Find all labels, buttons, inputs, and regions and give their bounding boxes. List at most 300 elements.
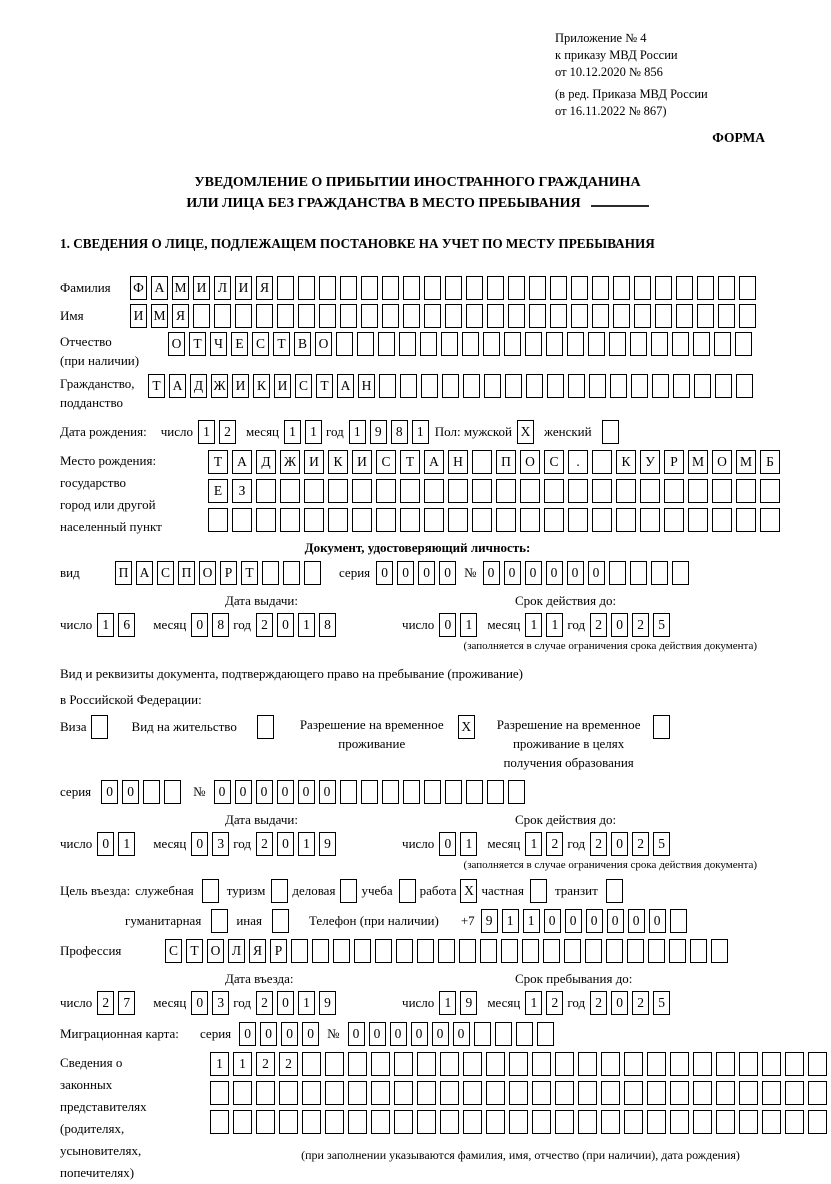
surname-cell[interactable] xyxy=(319,276,336,300)
residence-expiry-month-cell[interactable]: 2 xyxy=(546,832,563,856)
id-issue-year-cell[interactable]: 0 xyxy=(277,613,294,637)
citizenship-cell[interactable] xyxy=(547,374,564,398)
birth-place-cell[interactable] xyxy=(568,479,588,503)
residence-expiry-day-cells[interactable] xyxy=(439,832,481,856)
birth-day-cell[interactable]: 1 xyxy=(198,420,215,444)
profession-cell[interactable] xyxy=(669,939,686,963)
residence-issue-year-cell[interactable]: 1 xyxy=(298,832,315,856)
birth-month-cells[interactable] xyxy=(284,420,326,444)
birth-place-cell[interactable] xyxy=(280,479,300,503)
patronymic-cell[interactable]: В xyxy=(294,332,311,356)
migration-number-cell[interactable]: 0 xyxy=(369,1022,386,1046)
residence-expiry-year-cell[interactable]: 0 xyxy=(611,832,628,856)
patronymic-cell[interactable] xyxy=(651,332,668,356)
residence-expiry-year-cell[interactable]: 2 xyxy=(590,832,607,856)
patronymic-cell[interactable] xyxy=(525,332,542,356)
citizenship-cell[interactable] xyxy=(673,374,690,398)
id-kind-cell[interactable]: П xyxy=(178,561,195,585)
birth-place-cell[interactable] xyxy=(280,508,300,532)
birth-place-cell[interactable]: А xyxy=(424,450,444,474)
patronymic-cell[interactable]: Ч xyxy=(210,332,227,356)
legal-reps-cell[interactable] xyxy=(739,1081,758,1105)
legal-reps-cell[interactable] xyxy=(417,1052,436,1076)
patronymic-cells[interactable] xyxy=(168,332,756,356)
birth-place-cell[interactable]: З xyxy=(232,479,252,503)
migration-number-cell[interactable] xyxy=(474,1022,491,1046)
id-issue-day-cell[interactable]: 6 xyxy=(118,613,135,637)
residence-issue-year-cell[interactable]: 0 xyxy=(277,832,294,856)
birth-place-cell[interactable] xyxy=(472,450,492,474)
citizenship-cell[interactable] xyxy=(463,374,480,398)
name-cell[interactable] xyxy=(214,304,231,328)
profession-cell[interactable]: Р xyxy=(270,939,287,963)
residence-number-cell[interactable]: 0 xyxy=(235,780,252,804)
legal-reps-cell[interactable] xyxy=(808,1052,827,1076)
birth-place-cell[interactable] xyxy=(400,508,420,532)
profession-cell[interactable] xyxy=(333,939,350,963)
legal-reps-cell[interactable] xyxy=(371,1110,390,1134)
id-expiry-year-cell[interactable]: 2 xyxy=(590,613,607,637)
entry-year-cell[interactable]: 1 xyxy=(298,991,315,1015)
birth-place-cell[interactable] xyxy=(760,508,780,532)
birth-place-cell[interactable] xyxy=(592,508,612,532)
migration-number-cell[interactable]: 0 xyxy=(348,1022,365,1046)
id-kind-cell[interactable] xyxy=(262,561,279,585)
legal-reps-cell[interactable] xyxy=(670,1052,689,1076)
patronymic-cell[interactable] xyxy=(357,332,374,356)
legal-reps-cell[interactable] xyxy=(394,1110,413,1134)
id-issue-year-cell[interactable]: 8 xyxy=(319,613,336,637)
migration-series-cell[interactable]: 0 xyxy=(281,1022,298,1046)
profession-cell[interactable]: Т xyxy=(186,939,203,963)
legal-reps-cell[interactable] xyxy=(256,1110,275,1134)
profession-cell[interactable] xyxy=(354,939,371,963)
legal-reps-cell[interactable] xyxy=(739,1110,758,1134)
legal-reps-cell[interactable] xyxy=(716,1110,735,1134)
patronymic-cell[interactable]: Е xyxy=(231,332,248,356)
name-cell[interactable] xyxy=(382,304,399,328)
birth-place-cell[interactable] xyxy=(376,479,396,503)
temp-residence-edu-checkbox[interactable] xyxy=(653,715,674,739)
id-number-cell[interactable] xyxy=(609,561,626,585)
name-cell[interactable] xyxy=(424,304,441,328)
id-kind-cell[interactable] xyxy=(283,561,300,585)
legal-reps-cell[interactable] xyxy=(808,1110,827,1134)
residence-issue-month-cells[interactable] xyxy=(191,832,233,856)
birth-place-cell[interactable] xyxy=(760,479,780,503)
citizenship-cell[interactable]: Д xyxy=(190,374,207,398)
purpose-tourism-checkbox[interactable] xyxy=(271,879,288,903)
residence-expiry-year-cells[interactable] xyxy=(590,832,674,856)
birth-place-cell[interactable]: М xyxy=(688,450,708,474)
citizenship-cells[interactable] xyxy=(148,374,757,398)
id-kind-cell[interactable]: О xyxy=(199,561,216,585)
profession-cell[interactable] xyxy=(543,939,560,963)
id-issue-month-cell[interactable]: 8 xyxy=(212,613,229,637)
surname-cell[interactable] xyxy=(613,276,630,300)
legal-reps-cell[interactable] xyxy=(486,1081,505,1105)
entry-year-cell[interactable]: 2 xyxy=(256,991,273,1015)
phone-digit-cell[interactable]: 0 xyxy=(586,909,603,933)
birth-place-cell[interactable] xyxy=(304,479,324,503)
patronymic-cell[interactable] xyxy=(567,332,584,356)
entry-month-cell[interactable]: 0 xyxy=(191,991,208,1015)
id-kind-cell[interactable]: А xyxy=(136,561,153,585)
purpose-work-checkbox[interactable]: X xyxy=(460,879,477,903)
birth-place-row-2[interactable] xyxy=(208,479,784,503)
legal-reps-cell[interactable] xyxy=(762,1081,781,1105)
birth-place-row-1[interactable] xyxy=(208,450,784,474)
profession-cell[interactable] xyxy=(648,939,665,963)
legal-reps-cell[interactable] xyxy=(463,1052,482,1076)
residence-number-cell[interactable] xyxy=(361,780,378,804)
stay-year-cell[interactable]: 0 xyxy=(611,991,628,1015)
residence-number-cell[interactable] xyxy=(340,780,357,804)
stay-year-cell[interactable]: 2 xyxy=(632,991,649,1015)
birth-year-cells[interactable] xyxy=(349,420,433,444)
surname-cell[interactable] xyxy=(508,276,525,300)
birth-place-cell[interactable] xyxy=(544,508,564,532)
name-cell[interactable]: М xyxy=(151,304,168,328)
patronymic-cell[interactable] xyxy=(735,332,752,356)
id-expiry-day-cell[interactable]: 1 xyxy=(460,613,477,637)
legal-reps-cell[interactable] xyxy=(578,1110,597,1134)
legal-reps-cell[interactable] xyxy=(463,1081,482,1105)
purpose-private-checkbox[interactable] xyxy=(530,879,551,903)
patronymic-cell[interactable] xyxy=(609,332,626,356)
residence-issue-month-cell[interactable]: 3 xyxy=(212,832,229,856)
birth-place-cell[interactable] xyxy=(304,508,324,532)
legal-reps-cell[interactable] xyxy=(601,1052,620,1076)
birth-place-cell[interactable]: . xyxy=(568,450,588,474)
birth-place-cell[interactable] xyxy=(472,479,492,503)
birth-place-cell[interactable] xyxy=(232,508,252,532)
purpose-humanitarian-checkbox[interactable] xyxy=(211,909,232,933)
name-cell[interactable] xyxy=(193,304,210,328)
surname-cell[interactable] xyxy=(487,276,504,300)
birth-place-cell[interactable] xyxy=(664,479,684,503)
phone-cells[interactable] xyxy=(481,909,691,933)
id-number-cell[interactable] xyxy=(672,561,689,585)
surname-cell[interactable]: Л xyxy=(214,276,231,300)
birth-year-cell[interactable]: 8 xyxy=(391,420,408,444)
residence-issue-day-cell[interactable]: 1 xyxy=(118,832,135,856)
patronymic-cell[interactable]: Т xyxy=(273,332,290,356)
legal-reps-cell[interactable]: 1 xyxy=(210,1052,229,1076)
residence-number-cell[interactable] xyxy=(508,780,525,804)
birth-place-cell[interactable] xyxy=(256,479,276,503)
legal-reps-cell[interactable]: 2 xyxy=(279,1052,298,1076)
name-cell[interactable] xyxy=(445,304,462,328)
birth-place-cell[interactable] xyxy=(640,479,660,503)
patronymic-cell[interactable] xyxy=(336,332,353,356)
legal-reps-cell[interactable] xyxy=(440,1081,459,1105)
legal-reps-cell[interactable] xyxy=(509,1110,528,1134)
surname-cell[interactable]: И xyxy=(193,276,210,300)
profession-cell[interactable] xyxy=(417,939,434,963)
citizenship-cell[interactable] xyxy=(526,374,543,398)
name-cell[interactable] xyxy=(340,304,357,328)
legal-reps-cell[interactable] xyxy=(486,1052,505,1076)
legal-reps-cell[interactable] xyxy=(348,1052,367,1076)
residence-issue-year-cell[interactable]: 9 xyxy=(319,832,336,856)
profession-cells[interactable] xyxy=(165,939,732,963)
legal-reps-cell[interactable] xyxy=(647,1110,666,1134)
surname-cell[interactable]: Я xyxy=(256,276,273,300)
id-series-cell[interactable]: 0 xyxy=(397,561,414,585)
purpose-tourism-checkbox[interactable] xyxy=(271,879,292,903)
name-cell[interactable] xyxy=(403,304,420,328)
sex-male-checkbox[interactable]: X xyxy=(517,420,534,444)
surname-cell[interactable] xyxy=(466,276,483,300)
birth-day-cell[interactable]: 2 xyxy=(219,420,236,444)
citizenship-cell[interactable] xyxy=(421,374,438,398)
stay-year-cells[interactable] xyxy=(590,991,674,1015)
migration-series-cell[interactable]: 0 xyxy=(260,1022,277,1046)
id-expiry-day-cell[interactable]: 0 xyxy=(439,613,456,637)
birth-place-cell[interactable]: Т xyxy=(208,450,228,474)
residence-number-cell[interactable]: 0 xyxy=(214,780,231,804)
id-series-cell[interactable]: 0 xyxy=(376,561,393,585)
citizenship-cell[interactable] xyxy=(736,374,753,398)
birth-place-cell[interactable] xyxy=(472,508,492,532)
residence-number-cell[interactable]: 0 xyxy=(277,780,294,804)
stay-day-cells[interactable] xyxy=(439,991,481,1015)
surname-cell[interactable] xyxy=(571,276,588,300)
legal-reps-cell[interactable] xyxy=(509,1081,528,1105)
citizenship-cell[interactable]: Ж xyxy=(211,374,228,398)
surname-cell[interactable] xyxy=(403,276,420,300)
citizenship-cell[interactable]: Т xyxy=(316,374,333,398)
stay-day-cell[interactable]: 9 xyxy=(460,991,477,1015)
citizenship-cell[interactable] xyxy=(631,374,648,398)
patronymic-cell[interactable] xyxy=(462,332,479,356)
birth-place-cell[interactable] xyxy=(496,508,516,532)
birth-place-cell[interactable]: Д xyxy=(256,450,276,474)
legal-reps-cell[interactable] xyxy=(601,1110,620,1134)
citizenship-cell[interactable] xyxy=(610,374,627,398)
name-cell[interactable] xyxy=(718,304,735,328)
surname-cell[interactable] xyxy=(592,276,609,300)
patronymic-cell[interactable] xyxy=(714,332,731,356)
citizenship-cell[interactable]: Т xyxy=(148,374,165,398)
stay-month-cell[interactable]: 2 xyxy=(546,991,563,1015)
entry-day-cell[interactable]: 2 xyxy=(97,991,114,1015)
profession-cell[interactable]: Я xyxy=(249,939,266,963)
birth-place-cell[interactable] xyxy=(424,479,444,503)
residence-series-cell[interactable] xyxy=(164,780,181,804)
legal-reps-cell[interactable] xyxy=(647,1081,666,1105)
patronymic-cell[interactable] xyxy=(504,332,521,356)
legal-reps-cell[interactable] xyxy=(532,1052,551,1076)
legal-reps-row-2[interactable] xyxy=(210,1081,831,1105)
phone-digit-cell[interactable] xyxy=(670,909,687,933)
birth-month-cell[interactable]: 1 xyxy=(284,420,301,444)
phone-digit-cell[interactable]: 1 xyxy=(523,909,540,933)
profession-cell[interactable] xyxy=(711,939,728,963)
legal-reps-cell[interactable] xyxy=(693,1110,712,1134)
birth-place-cell[interactable] xyxy=(736,508,756,532)
name-cell[interactable] xyxy=(361,304,378,328)
legal-reps-cell[interactable] xyxy=(716,1052,735,1076)
birth-place-cell[interactable] xyxy=(520,479,540,503)
citizenship-cell[interactable] xyxy=(505,374,522,398)
citizenship-cell[interactable]: И xyxy=(232,374,249,398)
legal-reps-cell[interactable] xyxy=(624,1052,643,1076)
birth-place-cell[interactable]: Н xyxy=(448,450,468,474)
migration-number-cell[interactable]: 0 xyxy=(411,1022,428,1046)
id-issue-month-cell[interactable]: 0 xyxy=(191,613,208,637)
id-number-cell[interactable]: 0 xyxy=(588,561,605,585)
id-issue-year-cell[interactable]: 2 xyxy=(256,613,273,637)
name-cell[interactable] xyxy=(697,304,714,328)
residence-issue-day-cells[interactable] xyxy=(97,832,139,856)
legal-reps-cell[interactable] xyxy=(302,1081,321,1105)
legal-reps-cell[interactable] xyxy=(348,1110,367,1134)
legal-reps-cell[interactable] xyxy=(394,1081,413,1105)
residence-expiry-day-cell[interactable]: 1 xyxy=(460,832,477,856)
birth-place-cell[interactable] xyxy=(616,508,636,532)
patronymic-cell[interactable] xyxy=(399,332,416,356)
stay-month-cells[interactable] xyxy=(525,991,567,1015)
id-number-cell[interactable]: 0 xyxy=(567,561,584,585)
id-issue-year-cells[interactable] xyxy=(256,613,340,637)
id-series-cell[interactable]: 0 xyxy=(439,561,456,585)
birth-place-cell[interactable]: Б xyxy=(760,450,780,474)
patronymic-cell[interactable] xyxy=(420,332,437,356)
patronymic-cell[interactable] xyxy=(693,332,710,356)
legal-reps-cell[interactable] xyxy=(302,1052,321,1076)
purpose-study-checkbox[interactable] xyxy=(399,879,420,903)
residence-issue-year-cell[interactable]: 2 xyxy=(256,832,273,856)
legal-reps-cell[interactable] xyxy=(417,1110,436,1134)
birth-place-cell[interactable]: О xyxy=(520,450,540,474)
profession-cell[interactable] xyxy=(291,939,308,963)
legal-reps-cell[interactable] xyxy=(555,1110,574,1134)
patronymic-cell[interactable] xyxy=(441,332,458,356)
birth-place-cell[interactable] xyxy=(208,508,228,532)
birth-place-cell[interactable] xyxy=(640,508,660,532)
surname-cell[interactable] xyxy=(718,276,735,300)
sex-male-checkbox[interactable] xyxy=(517,420,538,444)
legal-reps-cell[interactable] xyxy=(486,1110,505,1134)
legal-reps-cell[interactable] xyxy=(785,1110,804,1134)
profession-cell[interactable] xyxy=(438,939,455,963)
id-number-cell[interactable]: 0 xyxy=(483,561,500,585)
birth-place-cell[interactable] xyxy=(736,479,756,503)
legal-reps-cell[interactable] xyxy=(210,1110,229,1134)
purpose-other-checkbox[interactable] xyxy=(272,909,289,933)
id-issue-year-cell[interactable]: 1 xyxy=(298,613,315,637)
id-issue-day-cell[interactable]: 1 xyxy=(97,613,114,637)
visa-checkbox[interactable] xyxy=(91,715,112,739)
birth-place-cell[interactable] xyxy=(616,479,636,503)
birth-place-cell[interactable]: М xyxy=(736,450,756,474)
id-number-cell[interactable]: 0 xyxy=(546,561,563,585)
purpose-private-checkbox[interactable] xyxy=(530,879,547,903)
residence-expiry-month-cells[interactable] xyxy=(525,832,567,856)
profession-cell[interactable] xyxy=(312,939,329,963)
patronymic-cell[interactable] xyxy=(378,332,395,356)
legal-reps-cell[interactable] xyxy=(601,1081,620,1105)
legal-reps-cell[interactable] xyxy=(670,1110,689,1134)
legal-reps-cell[interactable] xyxy=(762,1110,781,1134)
birth-year-cell[interactable]: 1 xyxy=(349,420,366,444)
stay-year-cell[interactable]: 2 xyxy=(590,991,607,1015)
name-cell[interactable] xyxy=(613,304,630,328)
surname-cell[interactable] xyxy=(445,276,462,300)
birth-year-cell[interactable]: 9 xyxy=(370,420,387,444)
birth-place-cell[interactable]: П xyxy=(496,450,516,474)
birth-place-cell[interactable]: Р xyxy=(664,450,684,474)
profession-cell[interactable] xyxy=(522,939,539,963)
birth-place-cell[interactable]: Ж xyxy=(280,450,300,474)
id-kind-cell[interactable]: Т xyxy=(241,561,258,585)
residence-number-cell[interactable] xyxy=(466,780,483,804)
phone-digit-cell[interactable]: 9 xyxy=(481,909,498,933)
birth-place-cell[interactable] xyxy=(568,508,588,532)
birth-place-cell[interactable] xyxy=(328,508,348,532)
phone-digit-cell[interactable]: 0 xyxy=(628,909,645,933)
purpose-study-checkbox[interactable] xyxy=(399,879,416,903)
surname-cell[interactable] xyxy=(634,276,651,300)
legal-reps-cell[interactable] xyxy=(325,1052,344,1076)
citizenship-cell[interactable]: А xyxy=(337,374,354,398)
purpose-business-checkbox[interactable] xyxy=(340,879,361,903)
profession-cell[interactable]: Л xyxy=(228,939,245,963)
residence-number-cell[interactable] xyxy=(487,780,504,804)
residence-expiry-month-cell[interactable]: 1 xyxy=(525,832,542,856)
name-cell[interactable] xyxy=(235,304,252,328)
entry-month-cell[interactable]: 3 xyxy=(212,991,229,1015)
blank-underline[interactable] xyxy=(591,193,649,207)
name-cell[interactable] xyxy=(256,304,273,328)
purpose-transit-checkbox[interactable] xyxy=(606,879,627,903)
profession-cell[interactable] xyxy=(627,939,644,963)
name-cell[interactable] xyxy=(634,304,651,328)
surname-cell[interactable] xyxy=(655,276,672,300)
id-series-cell[interactable]: 0 xyxy=(418,561,435,585)
surname-cell[interactable] xyxy=(739,276,756,300)
residence-permit-checkbox[interactable] xyxy=(257,715,278,739)
birth-place-cell[interactable]: А xyxy=(232,450,252,474)
residence-issue-month-cell[interactable]: 0 xyxy=(191,832,208,856)
birth-place-cell[interactable]: К xyxy=(616,450,636,474)
surname-cell[interactable]: М xyxy=(172,276,189,300)
id-series-cells[interactable] xyxy=(376,561,460,585)
birth-place-cell[interactable] xyxy=(352,508,372,532)
legal-reps-cell[interactable] xyxy=(210,1081,229,1105)
legal-reps-cell[interactable] xyxy=(785,1052,804,1076)
birth-place-cell[interactable] xyxy=(712,479,732,503)
name-cell[interactable] xyxy=(550,304,567,328)
birth-place-cell[interactable] xyxy=(688,508,708,532)
migration-number-cell[interactable] xyxy=(537,1022,554,1046)
name-cell[interactable] xyxy=(592,304,609,328)
patronymic-cell[interactable] xyxy=(672,332,689,356)
name-cell[interactable] xyxy=(277,304,294,328)
birth-place-cell[interactable] xyxy=(688,479,708,503)
citizenship-cell[interactable] xyxy=(568,374,585,398)
legal-reps-cell[interactable] xyxy=(325,1081,344,1105)
id-kind-cell[interactable]: С xyxy=(157,561,174,585)
citizenship-cell[interactable]: Н xyxy=(358,374,375,398)
phone-digit-cell[interactable]: 0 xyxy=(565,909,582,933)
residence-series-cells[interactable] xyxy=(101,780,185,804)
legal-reps-cell[interactable] xyxy=(785,1081,804,1105)
purpose-work-checkbox[interactable] xyxy=(460,879,481,903)
profession-cell[interactable] xyxy=(690,939,707,963)
